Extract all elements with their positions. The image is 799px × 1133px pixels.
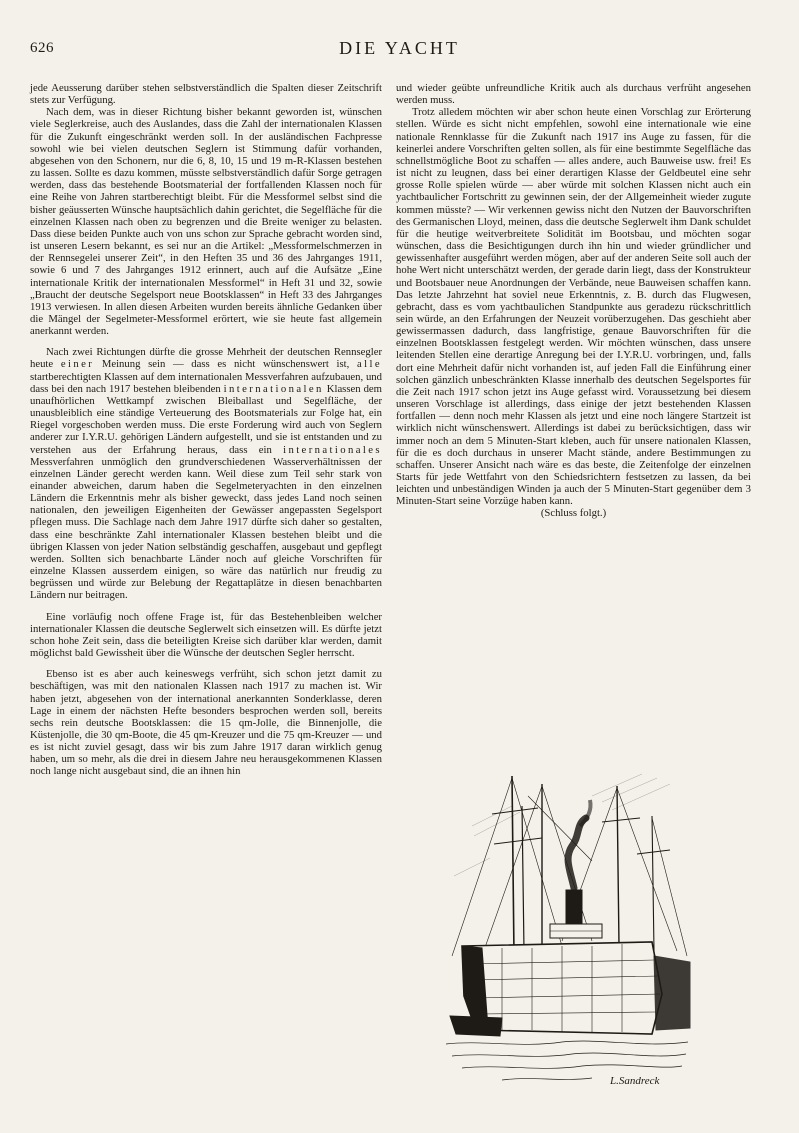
- running-head-title: DIE YACHT: [339, 38, 460, 58]
- page-number: 626: [30, 40, 54, 56]
- ship-drawing: [442, 766, 692, 1092]
- left-column: [30, 82, 382, 778]
- steamship-illustration: [442, 766, 692, 1092]
- paragraph: und wieder geübte unfreundliche Kritik auch als durchaus verfrüht angesehen werden muss.: [396, 82, 751, 107]
- spaced-emphasis: internationalen: [223, 382, 324, 395]
- spaced-emphasis: alle: [356, 358, 382, 371]
- paragraph: Eine vorläufig noch offene Frage ist, für das Bestehenbleiben welcher internationaler Klassen die deutsche Seglerwelt sich einsetzen will. Es dürfte jetzt schon hohe Zeit sein, dass die beteiligten Kreise sich darüber klar werden, damit möglichst bald Gewissheit über die Wünsche der deutschen Segler herrscht.: [30, 610, 382, 660]
- paragraph: jede Aeusserung darüber stehen selbstverständlich die Spalten dieser Zeitschrift stets zur Verfügung.: [30, 82, 382, 107]
- spaced-emphasis: einer: [60, 358, 95, 371]
- continued-note: (Schluss folgt.): [540, 507, 607, 520]
- paragraph: Trotz alledem möchten wir aber schon heute einen Vorschlag zur Erörterung stellen. Würde es sicht nicht empfehlen, sowohl eine internationale wie eine nationale Rennklasse für die Zukunft nach 1917 ins Auge zu fassen, für die keinerlei andere Vorschriften gelten sollen, als für eine bestimmte Segelfläche das schnellstmögliche Boot zu schaffen — alles andere, auch Bauweise usw. frei! Es ist nicht zu leugnen, dass bei einer derartigen Klasse der Geldbeutel eine sehr grosse Rolle spielen würde — aber würde mit solchen Klassen nicht auch ein yachtbaulicher Fortschritt zu gewinnen sein, der der Allgemeinheit wieder zugute kommen müsste? — Wir verkennen gewiss nicht den Nutzen der Bauvorschriften des Germanischen Lloyd, meinen, dass die deutsche Seglerwelt ihm Dank schuldet für die heutige weitverbreitete Solidität im Bootsbau, und möchten sogar wünschen, dass die Besichtigungen durch ihn hin und wieder gründlicher und gewissenhafter ausgeführt werden mögen, aber auf der anderen Seite soll auch der hohe Wert nicht unterschätzt werden, der gerade darin liegt, dass der Konstrukteur und Bootsbauer neue Anordnungen der Verbände, neue Bauweisen schaffen kann. Das letzte Jahrzehnt hat soviel neue Erkenntnis, z. B. durch das Flugwesen, gebracht, dass es vom yachtbaulichen Standpunkte aus geradezu rückschrittlich sein würde, an den Erfahrungen der Neuzeit vorüberzugehen. Das geschieht aber gewissermassen dadurch, dass langfristige, genaue Bauvorschriften für die einzelnen Bootsklassen festgelegt werden. Wir möchten wünschen, dass unsere leitenden Stellen eine derartige Anregung bei der I.Y.R.U. vorbringen, und, falls dort eine Mehrheit dafür nicht vorhanden ist, auf jeden Fall die Einführung einer solchen gänzlich unbeschränkten Klasse innerhalb des deutschen Segelsportes für die Zeit nach 1917 schon jetzt ins Auge gefasst wird. Voraussetzung bei diesem unseren Vorschlage ist allerdings, dass einige der jetzt bestehenden Klassen fortfallen — denn noch mehr Klassen als jetzt und eine noch längere Startzeit ist wirklich nicht wünschenswert. Allerdings ist dabei zu berücksichtigen, dass wir immer noch an dem 5 Minuten-Start kleben, auch für unsere nationalen Klassen, für die es doch durchaus in unserer Macht stände, andere Bestimmungen zu schaffen. Unserer Ansicht nach wäre es das beste, die Zeitenfolge der einzelnen Starts für jede Wettfahrt von den Schiedsrichtern festsetzen zu lassen, da bei leichten und unbeständigen Winden ja auch der 5 Minuten-Start gegenüber dem 3 Minuten-Start seine Vorzüge haben kann.: [396, 106, 751, 508]
- right-column: [396, 82, 751, 520]
- paragraph: Nach dem, was in dieser Richtung bisher bekannt geworden ist, wünschen viele Seglerkreise, auch des Auslandes, dass die Zahl der internationalen Klassen für die Zukunft eingeschränkt werden soll. In der ausländischen Fachpresse sowohl wie bei vielen deutschen Seglern ist Stimmung dafür vorhanden, abgesehen von den Schonern, nur die 6, 8, 10, 15 und 19 m-R-Klassen bestehen zu lassen. Sollte es dazu kommen, müsste selbstverständlich dafür Sorge getragen werden, dass das bestehende Bootsmaterial der fortfallenden Klassen noch für eine Reihe von Jahren startberechtigt bleibt. Für die Messformel selbst sind die bisher geäusserten Wünsche hauptsächlich dahin gerichtet, die Segelfläche für die einzelnen Klassen nach oben zu begrenzen und die Breite weniger zu belasten. Dass diese beiden Punkte auch von uns schon zur Sprache gebracht worden sind, ist unseren Lesern bekannt, es sei nur an die Artikel: „Messformelschmerzen in der Rennsegelei unserer Zeit“, in den Heften 35 und 36 des Jahrganges 1911, sowie 6 und 7 des Jahrganges 1912 erinnert, auch auf die Aufsätze „Eine internationale Kritik der internationalen Messformel“ in Heft 31 und 32, sowie „Braucht der deutsche Segelsport neue Bootsklassen“ in Heft 33 des Jahrganges 1913 verwiesen. In allen diesen Arbeiten wurden bereits ähnliche Gedanken über die Mängel der Segelmeter-Messformel erörtert, wie sie heute fast allgemein anerkannt werden.: [30, 106, 382, 338]
- paragraph: Ebenso ist es aber auch keineswegs verfrüht, sich schon jetzt damit zu beschäftigen, was mit den nationalen Klassen nach 1917 zu machen ist. Wir haben jetzt, abgesehen von der international anerkannten Sonderklasse, deren Lage in einem der nächsten Hefte besonders besprochen werden soll, bereits sechs rein deutsche Bootsklassen: die 15 qm-Jolle, die Binnenjolle, die Küstenjolle, die 30 qm-Boote, die 45 qm-Kreuzer und die 75 qm-Kreuzer — und es ist nicht zuviel gesagt, dass wir bis zum Jahre 1917 daran wirklich genug haben, um so mehr, als die drei in diesem Jahre neu herausgekommenen Klassen noch lange nicht ausgebaut sind, die an ihnen hin: [30, 668, 382, 778]
- spaced-emphasis: internationales: [283, 443, 382, 456]
- artist-signature: L.Sandreck: [610, 1075, 660, 1087]
- paragraph: Nach zwei Richtungen dürfte die grosse Mehrheit der deutschen Rennsegler heute einer Meinung sein — dass es nicht wünschenswert ist, alle startberechtigten Klassen auf dem internationalen Messverfahren aufzubauen, und dass bei den nach 1917 bestehen bleibenden internationalen Klassen dem unaufhörlichen Wettkampf zwischen Bleiballast und Segelfläche, der unausbleiblich eine ständige Verteuerung des Bootsmaterials zur Folge hat, ein Riegel vorgeschoben werden muss. Die erste Forderung wird auch von Seglern anderer zur I.Y.R.U. gehörigen Ländern aufgestellt, und sie ist entstanden und zu verstehen aus der Erfahrung heraus, dass ein internationales Messverfahren unmöglich den grundverschiedenen Wasserverhältnissen der einzelnen Länder gerecht werden kann. Weil diese zum Teil sehr stark von einander abweichen, darum haben die Segelmeteryachten in den einzelnen Ländern die Erkenntnis mehr als bisher geweckt, dass jedes Land noch seinen nationalen, den jeweiligen Eigenheiten der Gewässer angepassten Segelsport pflegen muss. Die Sachlage nach dem Jahre 1917 dürfte sich daher so gestalten, dass eine beschränkte Zahl internationaler Klassen bestehen bleibt und die übrigen Klassen von jeder Nation selbständig geschaffen, ausgebaut und gepflegt werden. Sollten sich benachbarte Länder noch auf gleiche Vorschriften für einzelne Klassen ausserdem einigen, so wäre das natürlich nur freudig zu begrüssen und würde zur Belebung der Regattaplätze in diesen benachbarten Ländern nur beitragen.: [30, 346, 382, 602]
